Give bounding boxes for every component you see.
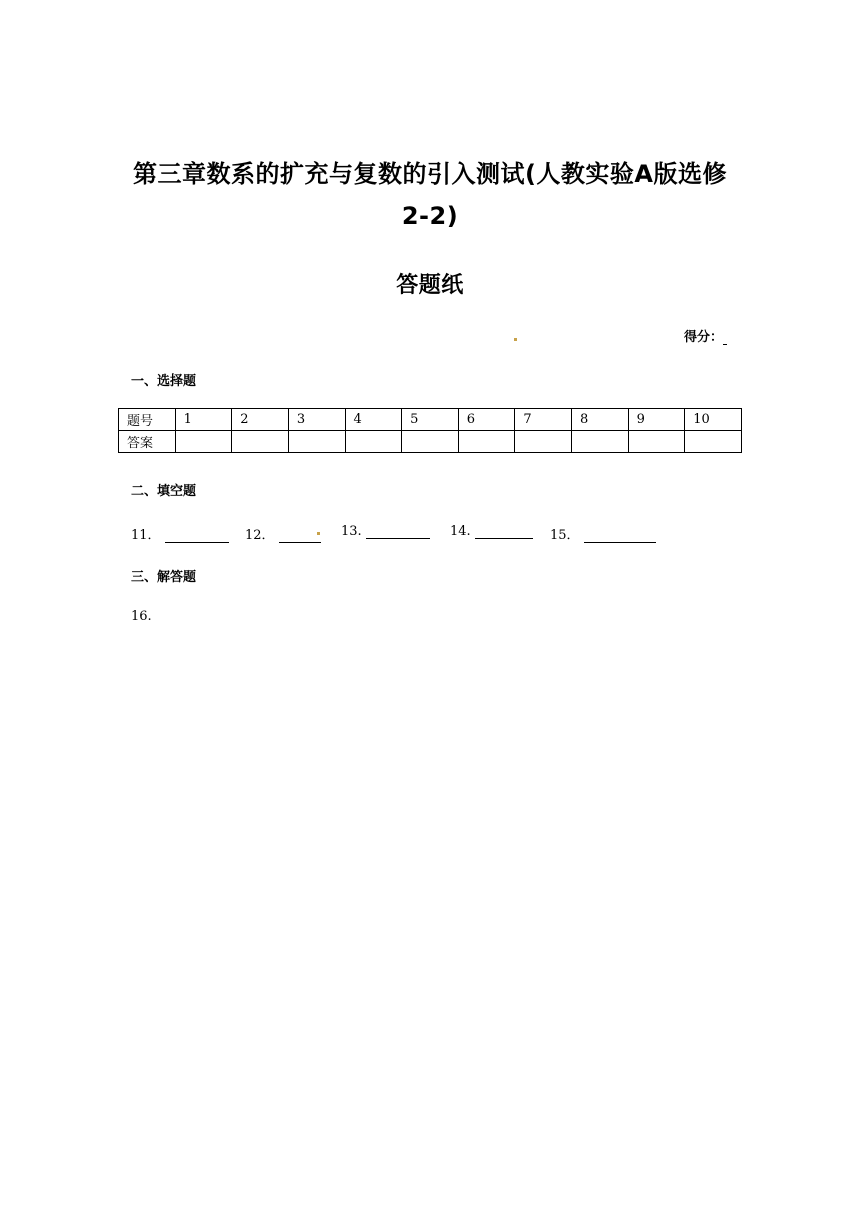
stray-mark [317, 532, 320, 535]
fill-item-11 [131, 524, 229, 543]
stray-mark [514, 338, 517, 341]
score-field [684, 326, 727, 345]
fill-blank-line[interactable] [475, 524, 533, 539]
table-header-cell: 题号 [119, 409, 176, 431]
fill-blank-line[interactable] [584, 528, 656, 543]
document-title-continued: 2-2) [401, 202, 459, 230]
section-answer-heading: 三、解答题 [131, 570, 197, 585]
answer-cell[interactable] [232, 431, 289, 453]
table-cell-number: 5 [402, 409, 459, 431]
answer-cell[interactable] [288, 431, 345, 453]
fill-item-number: 15． [550, 528, 580, 543]
answer-cell[interactable] [628, 431, 685, 453]
section-fill-heading: 二、填空题 [131, 484, 197, 499]
table-cell-number: 4 [345, 409, 402, 431]
answer-cell[interactable] [685, 431, 742, 453]
answer-cell[interactable] [458, 431, 515, 453]
table-cell-number: 9 [628, 409, 685, 431]
fill-blank-line[interactable] [165, 528, 229, 543]
fill-item-number: 13. [341, 524, 362, 539]
fill-item-15 [550, 524, 656, 543]
table-cell-number: 6 [458, 409, 515, 431]
choice-answer-table [118, 408, 742, 453]
fill-item-12 [245, 524, 321, 543]
table-cell-number: 7 [515, 409, 572, 431]
question-16-number: 16. [131, 609, 152, 624]
table-cell-number: 10 [685, 409, 742, 431]
table-cell-number: 1 [175, 409, 232, 431]
fill-blank-line[interactable] [366, 524, 430, 539]
table-cell-number: 3 [288, 409, 345, 431]
document-title: 第三章数系的扩充与复数的引入测试(人教实验A版选修 [132, 160, 728, 188]
table-header-cell: 答案 [119, 431, 176, 453]
table-row-numbers [119, 409, 742, 431]
answer-cell[interactable] [345, 431, 402, 453]
answer-cell[interactable] [572, 431, 629, 453]
table-row-answers [119, 431, 742, 453]
fill-item-14 [450, 524, 533, 539]
fill-item-number: 12． [245, 528, 275, 543]
section-choice-heading: 一、选择题 [131, 374, 197, 389]
score-label: 得分： [684, 330, 724, 345]
table-cell-number: 2 [232, 409, 289, 431]
fill-item-number: 11． [131, 528, 161, 543]
score-blank[interactable] [723, 332, 727, 345]
answer-cell[interactable] [402, 431, 459, 453]
fill-item-number: 14. [450, 524, 471, 539]
answer-sheet-heading: 答题纸 [396, 273, 464, 298]
answer-cell[interactable] [515, 431, 572, 453]
table-cell-number: 8 [572, 409, 629, 431]
fill-item-13 [341, 524, 430, 539]
answer-cell[interactable] [175, 431, 232, 453]
fill-blank-line[interactable] [279, 528, 321, 543]
